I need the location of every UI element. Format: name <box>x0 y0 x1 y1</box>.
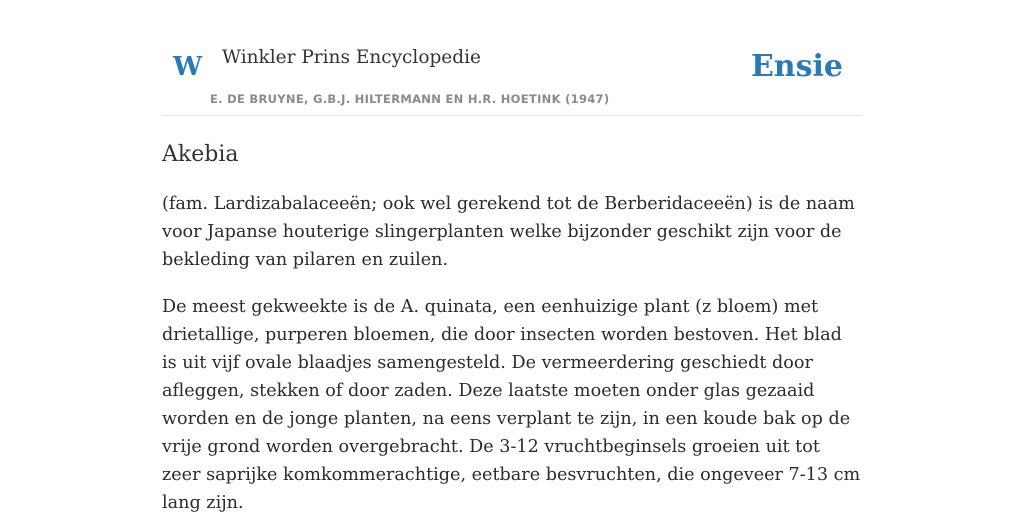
article-paragraph-1: (fam. Lardizabalaceeën; ook wel gerekend tot de Berberidaceeën) is de naam voor Japanse houterige slingerplanten welke bijzonder geschikt zijn voor de bekleding van pilaren en zuilen. <box>162 193 855 270</box>
source-logo[interactable]: W <box>173 52 203 82</box>
source-title-link[interactable]: Winkler Prins Encyclopedie <box>222 47 481 68</box>
article-paragraph-2: De meest gekweekte is de A. quinata, een eenhuizige plant (z bloem) met drietallige, purperen bloemen, die door insecten worden bestoven. Het blad is uit vijf ovale blaadjes samengesteld. De vermeerdering geschiedt door afleggen, stekken of door zaden. Deze laatste moeten onder glas gezaaid worden en de jonge planten, na eens verplant te zijn, in een koude bak op de vrije grond worden overgebracht. De 3-12 vruchtbeginsels groeien uit tot zeer saprijke komkommerachtige, eetbare besvruchten, die ongeveer 7-13 cm lang zijn. <box>162 296 861 512</box>
ensie-logo-link[interactable]: Ensie <box>750 49 843 84</box>
article-title: Akebia <box>162 142 239 167</box>
article-page <box>162 0 862 512</box>
source-header <box>162 44 862 116</box>
source-authors: E. DE BRUYNE, G.B.J. HILTERMANN EN H.R. HOETINK (1947) <box>210 92 610 106</box>
